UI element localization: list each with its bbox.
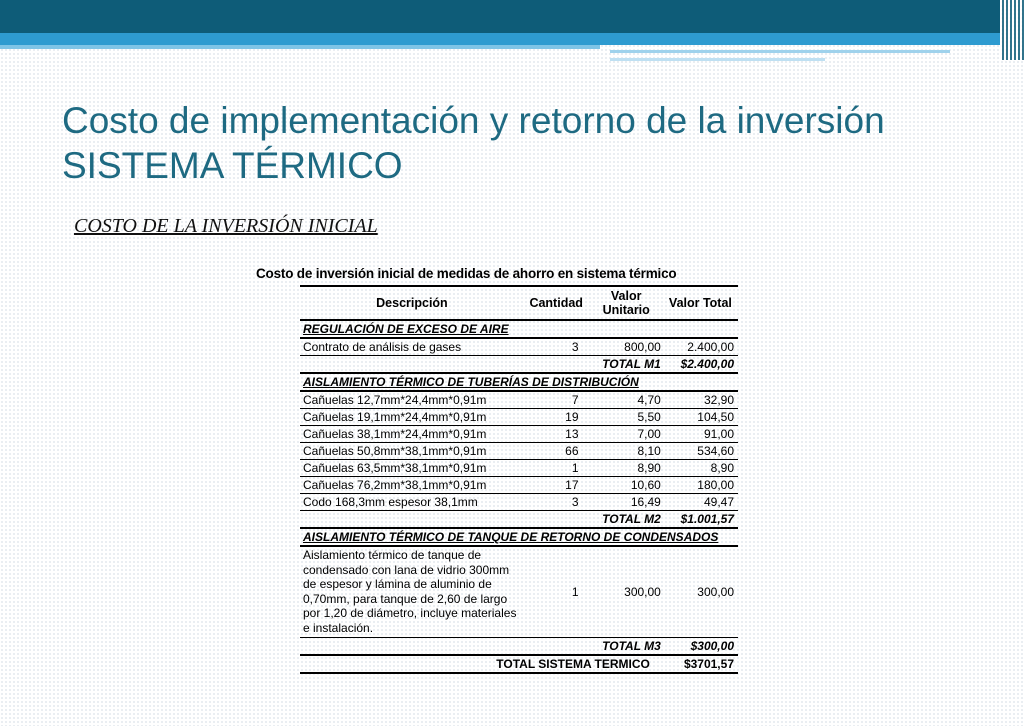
- header-descripcion: Descripción: [300, 286, 524, 320]
- grand-total-row: [300, 655, 738, 673]
- row-quantity: 13: [524, 426, 589, 443]
- table-row: [300, 338, 738, 356]
- subtotal-value: $1.001,57: [664, 511, 738, 529]
- row-quantity: 1: [524, 460, 589, 477]
- row-description: Contrato de análisis de gases: [300, 338, 524, 356]
- section-heading-row: [300, 320, 738, 338]
- header-valor-unitario: Valor Unitario: [589, 286, 664, 320]
- row-total-value: 534,60: [664, 443, 738, 460]
- header-stripes: [1000, 0, 1024, 60]
- row-unit-value: 4,70: [589, 391, 664, 409]
- section-heading: REGULACIÓN DE EXCESO DE AIRE: [300, 320, 738, 338]
- slide-title-line2: SISTEMA TÉRMICO: [62, 145, 403, 186]
- row-total-value: 49,47: [664, 494, 738, 511]
- table-row: [300, 460, 738, 477]
- subtotal-label: TOTAL M1: [589, 356, 664, 374]
- row-description: Aislamiento térmico de tanque de condensado con lana de vidrio 300mm de espesor y lámina de aluminio de 0,70mm, para tanque de 2,60 de largo por 1,20 de diámetro, incluye materiales e instalación.: [300, 546, 524, 638]
- section-heading-row: [300, 373, 738, 391]
- row-total-value: 91,00: [664, 426, 738, 443]
- row-quantity: 19: [524, 409, 589, 426]
- table-caption: Costo de inversión inicial de medidas de ahorro en sistema térmico: [256, 266, 677, 281]
- header-accent-line-short: [610, 58, 825, 61]
- row-total-value: 300,00: [664, 546, 738, 638]
- row-quantity: 1: [524, 546, 589, 638]
- row-description: Cañuelas 63,5mm*38,1mm*0,91m: [300, 460, 524, 477]
- row-description: Cañuelas 38,1mm*24,4mm*0,91m: [300, 426, 524, 443]
- table-header-row: [300, 286, 738, 320]
- slide-subtitle: COSTO DE LA INVERSIÓN INICIAL: [74, 215, 378, 237]
- row-total-value: 180,00: [664, 477, 738, 494]
- row-quantity: 3: [524, 338, 589, 356]
- row-quantity: 66: [524, 443, 589, 460]
- header-bar-dark: [0, 0, 1000, 33]
- header-accent-line: [610, 50, 950, 53]
- slide-title: [62, 98, 885, 188]
- table-row: [300, 477, 738, 494]
- table-row: [300, 391, 738, 409]
- grand-total-label: TOTAL SISTEMA TERMICO: [300, 655, 664, 673]
- subtotal-row: [300, 511, 738, 529]
- subtotal-label: TOTAL M3: [589, 638, 664, 656]
- section-heading-row: [300, 528, 738, 546]
- row-unit-value: 10,60: [589, 477, 664, 494]
- row-description: Cañuelas 12,7mm*24,4mm*0,91m: [300, 391, 524, 409]
- row-description: Codo 168,3mm espesor 38,1mm: [300, 494, 524, 511]
- subtotal-label: TOTAL M2: [589, 511, 664, 529]
- table-row: [300, 443, 738, 460]
- section-heading: AISLAMIENTO TÉRMICO DE TUBERÍAS DE DISTRIBUCIÓN: [300, 373, 738, 391]
- subtotal-row: [300, 638, 738, 656]
- table-row: [300, 409, 738, 426]
- table-row: [300, 546, 738, 638]
- section-heading: AISLAMIENTO TÉRMICO DE TANQUE DE RETORNO DE CONDENSADOS: [300, 528, 738, 546]
- row-quantity: 7: [524, 391, 589, 409]
- row-description: Cañuelas 19,1mm*24,4mm*0,91m: [300, 409, 524, 426]
- subtotal-row: [300, 356, 738, 374]
- row-quantity: 3: [524, 494, 589, 511]
- header-cantidad: Cantidad: [524, 286, 589, 320]
- row-total-value: 32,90: [664, 391, 738, 409]
- header-accent-bar: [0, 45, 600, 49]
- cost-table: [300, 285, 738, 674]
- row-unit-value: 16,49: [589, 494, 664, 511]
- row-unit-value: 7,00: [589, 426, 664, 443]
- slide-title-line1: Costo de implementación y retorno de la inversión: [62, 100, 885, 141]
- row-unit-value: 8,10: [589, 443, 664, 460]
- table-row: [300, 494, 738, 511]
- grand-total-value: $3701,57: [664, 655, 738, 673]
- row-unit-value: 5,50: [589, 409, 664, 426]
- header-bar-light: [0, 33, 1000, 45]
- row-quantity: 17: [524, 477, 589, 494]
- row-description: Cañuelas 50,8mm*38,1mm*0,91m: [300, 443, 524, 460]
- row-unit-value: 8,90: [589, 460, 664, 477]
- subtotal-value: $2.400,00: [664, 356, 738, 374]
- row-description: Cañuelas 76,2mm*38,1mm*0,91m: [300, 477, 524, 494]
- header-valor-total: Valor Total: [664, 286, 738, 320]
- row-total-value: 2.400,00: [664, 338, 738, 356]
- table-row: [300, 426, 738, 443]
- row-unit-value: 300,00: [589, 546, 664, 638]
- cost-table-figure: [256, 266, 776, 674]
- subtotal-value: $300,00: [664, 638, 738, 656]
- row-total-value: 104,50: [664, 409, 738, 426]
- row-unit-value: 800,00: [589, 338, 664, 356]
- row-total-value: 8,90: [664, 460, 738, 477]
